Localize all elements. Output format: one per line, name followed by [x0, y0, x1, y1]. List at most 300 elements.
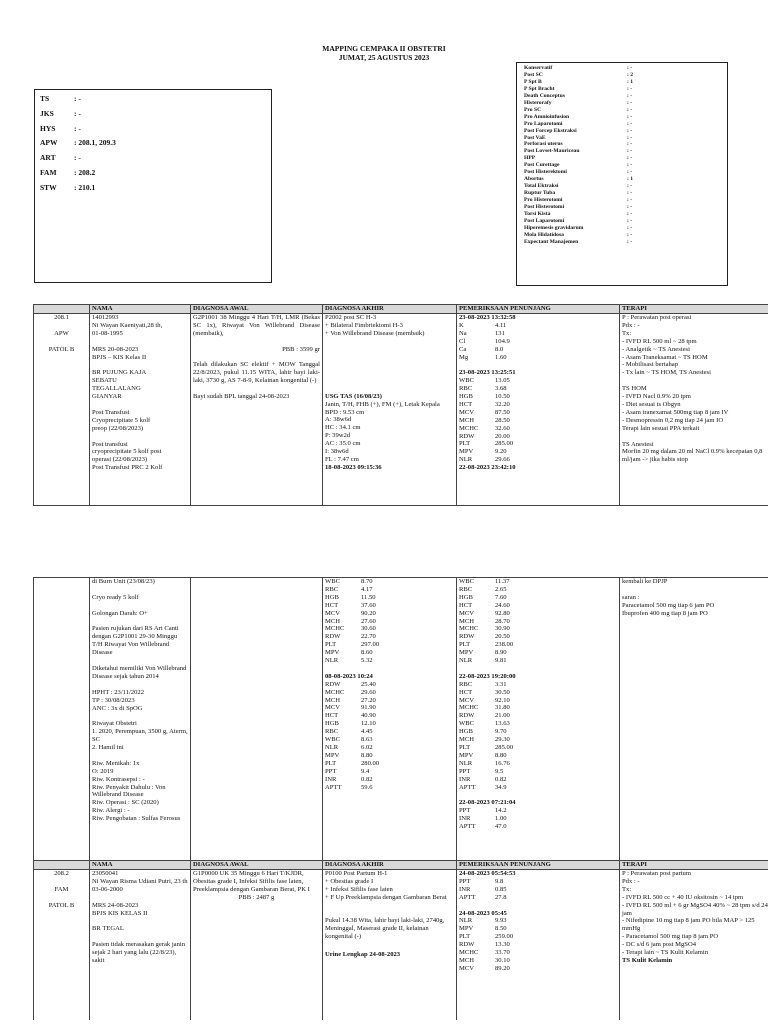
- lab-test-value: 5.32: [361, 657, 373, 665]
- lab-test-name: HCT: [325, 601, 339, 609]
- lab-test-name: INR: [459, 815, 471, 823]
- case-stat-key: Death Conceptus: [524, 92, 565, 99]
- lab-test-name: RDW: [459, 712, 475, 720]
- lab-test-name: WBC: [325, 736, 341, 744]
- lab-test-name: Ca: [459, 345, 467, 353]
- lab-row: [325, 720, 454, 728]
- lab-row: [325, 625, 454, 633]
- ward-code: FAM: [54, 885, 69, 893]
- case-stat-row: [524, 155, 727, 162]
- ward-code-key: STW: [40, 182, 57, 192]
- lab-test-value: 8.0: [495, 345, 504, 353]
- ward-code-key: ART: [40, 153, 56, 163]
- case-stat-value: : 1: [627, 78, 634, 85]
- lab-test-name: RDW: [325, 680, 341, 688]
- lab-list: [325, 681, 454, 792]
- lab-test-name: K: [459, 321, 464, 329]
- case-stat-key: Expectant Manajemen: [524, 238, 579, 245]
- lab-test-name: MCV: [459, 408, 475, 416]
- lab-test-value: 27.60: [361, 617, 376, 625]
- lab-test-value: 13.05: [495, 377, 510, 385]
- lab-test-value: 280.00: [361, 759, 380, 767]
- case-stat-value: : -: [627, 120, 633, 127]
- lab-test-value: 90.20: [361, 609, 376, 617]
- lab-row: [459, 346, 617, 354]
- lab-row: [459, 965, 617, 973]
- lab-test-name: INR: [459, 775, 471, 783]
- case-stat-value: : -: [627, 155, 633, 162]
- lab-test-value: 3.31: [495, 680, 507, 688]
- lab-test-value: 0.82: [361, 775, 373, 783]
- lab-row: [459, 949, 617, 957]
- lab-row: [459, 354, 617, 362]
- lab-test-name: RBC: [459, 680, 473, 688]
- bed-number: 208.1: [54, 314, 69, 321]
- lab-list: [459, 377, 617, 464]
- lab-test-name: NLR: [325, 657, 339, 665]
- case-stat-value: : -: [627, 99, 633, 106]
- lab-date: 23-08-2023 13:32:58: [459, 314, 516, 321]
- procedure-note: Telah dilakukan SC elektif + MOW Tanggal 22/8/2023, pukul 11.15 WITA, lahir bayi laki-laki, 3730 g, AS 7-8-9, Kelainan kongenital (-) Bayi sudah BPL tanggal 24-08-2023: [193, 361, 320, 401]
- patient-identity: 23050041 Ni Wayan Risma Udiani Putri, 23 th 03-06-2000 MRS 24-08-2023 BPJS KIS KELAS II BR TEGAL Pasien tidak merasakan gerak janin sejak 2 hari yang lalu (22/8/23), sakit: [92, 870, 188, 964]
- case-stat-key: Post SC: [524, 71, 543, 78]
- case-stat-key: Post Histerektomi: [524, 169, 567, 176]
- ward-code-value: : -: [74, 153, 81, 163]
- lab-test-name: MCH: [325, 696, 341, 704]
- lab-row: [459, 917, 617, 925]
- lab-test-name: HGB: [459, 393, 473, 401]
- lab-test-name: PPT: [459, 767, 471, 775]
- case-stat-row: [524, 197, 727, 204]
- lab-test-name: MCH: [459, 416, 475, 424]
- patient-history: di Burn Unit (23/08/23) Cryo ready 5 kolf Golongan Darah: O+ Pasien rujukan dari RS Ari Canti dengan G2P1001 29-30 Minggu T/H Riwayat Von Willebrand Disease Diketahui memiliki Von Willebrand Disease sejak tahun 2014 HPHT : 23/11/2022 TP : 30/08/2023 ANC : 3x di SpOG Riwayat Obstetri 1. 2020, Perempuan, 3500 g, Aterm, SC 2. Hamil ini Riw. Menikah: 1x O: 2019 Riw. Kontrasepsi : - Riw. Penyakit Dahulu : Von Willebrand Disease Riw. Operasi : SC (2020) Riw. Alergi : - Riw. Pengobatan : Sulfas Ferosus: [92, 578, 188, 823]
- case-stat-key: Hiperemesis gravidarum: [524, 224, 584, 231]
- lab-test-value: 30.60: [361, 625, 376, 633]
- lab-test-value: 13.30: [495, 941, 510, 949]
- lab-test-value: 29.66: [495, 456, 510, 464]
- table-row: [34, 578, 768, 861]
- lab-row: [459, 610, 617, 618]
- lab-test-value: 0.82: [495, 775, 507, 783]
- ward-code-value: : 208.2: [74, 167, 96, 177]
- lab-test-value: 1.00: [495, 815, 507, 823]
- lab-row: [459, 448, 617, 456]
- lab-test-value: 4.11: [495, 321, 507, 329]
- ward-code-key: APW: [40, 138, 58, 148]
- lab-row: [459, 776, 617, 784]
- header-diagnosa-awal: DIAGNOSA AWAL: [191, 861, 323, 870]
- case-stat-value: : -: [627, 183, 633, 190]
- lab-test-name: NLR: [459, 759, 473, 767]
- lab-date: 23-08-2023 13:25:51: [459, 369, 516, 377]
- lab-test-name: MCV: [459, 609, 475, 617]
- lab-list: [459, 917, 617, 972]
- lab-list: [459, 578, 617, 665]
- lab-test-name: WBC: [459, 578, 475, 585]
- lab-row: [459, 641, 617, 649]
- header-diagnosa-akhir: DIAGNOSA AKHIR: [323, 305, 457, 314]
- case-stat-row: [524, 169, 727, 176]
- lab-row: [325, 728, 454, 736]
- lab-test-value: 25.40: [361, 680, 376, 688]
- header-nama: NAMA: [90, 861, 191, 870]
- lab-row: [325, 776, 454, 784]
- case-stat-row: [524, 211, 727, 218]
- case-stat-row: [524, 183, 727, 190]
- lab-test-value: 8.80: [495, 751, 507, 759]
- initial-diagnosis: G1P0000 UK 35 Minggu 6 Hari T/KJDR, Obesitas grade I, Infeksi Sifilis fase laten, Preeklampsia dengan Gambaran Berat, PK I: [193, 870, 310, 893]
- case-stat-value: : -: [627, 148, 633, 155]
- case-stat-row: [524, 100, 727, 107]
- lab-test-value: 33.70: [495, 949, 510, 957]
- header-nama: NAMA: [90, 305, 191, 314]
- case-stat-key: Ruptur Tuba: [524, 190, 556, 197]
- case-stat-row: [524, 162, 727, 169]
- lab-test-value: 20.00: [495, 432, 510, 440]
- lab-test-value: 12.10: [361, 720, 376, 728]
- case-stat-value: : -: [627, 204, 633, 211]
- lab-test-name: MCHC: [459, 949, 479, 957]
- case-stat-value: : -: [627, 106, 633, 113]
- ward-code-row: [40, 181, 271, 196]
- lab-test-value: 11.50: [361, 593, 376, 601]
- lab-row: [459, 728, 617, 736]
- bed-number: 208.2: [54, 870, 69, 877]
- lab-test-value: 4.17: [361, 585, 373, 593]
- lab-row: [459, 649, 617, 657]
- ward-code-row: [40, 166, 271, 181]
- case-stats-list: [517, 63, 727, 246]
- lab-row: [459, 784, 617, 792]
- ward-code-key: FAM: [40, 167, 57, 177]
- lab-row: [459, 697, 617, 705]
- case-stat-row: [524, 232, 727, 239]
- lab-row: [459, 815, 617, 823]
- lab-row: [325, 697, 454, 705]
- lab-test-name: INR: [325, 775, 337, 783]
- lab-test-name: HGB: [325, 593, 339, 601]
- lab-test-value: 22.70: [361, 633, 376, 641]
- lab-test-name: MCHC: [459, 424, 479, 432]
- table-row: [34, 314, 768, 506]
- ward-code-row: [40, 92, 271, 107]
- lab-test-name: PPT: [325, 767, 337, 775]
- case-stat-value: : -: [627, 190, 633, 197]
- lab-test-value: 34.9: [495, 783, 507, 791]
- exam-date: 18-08-2023 09:15:36: [325, 463, 382, 471]
- lab-row: [459, 602, 617, 610]
- lab-row: [459, 401, 617, 409]
- lab-test-value: 29.30: [495, 736, 510, 744]
- lab-test-value: 28.50: [495, 416, 510, 424]
- lab-row: [325, 641, 454, 649]
- lab-test-name: HGB: [325, 720, 339, 728]
- lab-row: [459, 752, 617, 760]
- terapi-cell: [620, 578, 768, 861]
- lab-test-name: MPV: [459, 448, 474, 456]
- header-diagnosa-akhir: DIAGNOSA AKHIR: [323, 861, 457, 870]
- lab-row: [325, 736, 454, 744]
- lab-row: [459, 625, 617, 633]
- lab-test-name: APTT: [325, 783, 342, 791]
- case-stat-row: [524, 239, 727, 246]
- case-stat-value: : -: [627, 127, 633, 134]
- lab-test-name: RDW: [459, 432, 475, 440]
- case-stat-key: HPP: [524, 155, 536, 162]
- final-diagnosis: P0100 Post Partum H-1 + Obesitas grade I + Infeksi Sifilis fase laten + F Up Preeklampsia dengan Gambaran Berat Pukul 14.38 Wita, lahir bayi laki-laki, 2740g, Meninggal, Maserasi grade II, kelainan kongenital (-): [325, 870, 447, 941]
- ward-codes-list: [35, 90, 271, 196]
- lab-row: [459, 456, 617, 464]
- ward-code-key: HYS: [40, 123, 56, 133]
- header-terapi: TERAPI: [620, 861, 768, 870]
- lab-test-value: 285.00: [495, 744, 514, 752]
- lab-test-value: 9.81: [495, 657, 507, 665]
- usg-result: Janin, T/H, FHB (+), FM (+), Letak Kepala BPD : 9.53 cm A: 38w6d HC : 34.1 cm P: 39w2d AC : 35.0 cm I: 38w6d FL : 7.47 cm: [325, 400, 440, 463]
- lab-test-value: 8.90: [495, 649, 507, 657]
- lab-test-value: 9.70: [495, 728, 507, 736]
- case-stat-value: : -: [627, 85, 633, 92]
- header-terapi: TERAPI: [620, 305, 768, 314]
- case-stat-key: Post Histerotomi: [524, 204, 565, 211]
- case-stat-key: Post Laparotomi: [524, 217, 565, 224]
- table-header: [34, 861, 768, 870]
- case-stat-value: : -: [627, 113, 633, 120]
- lab-row: [325, 744, 454, 752]
- ward-code-row: [40, 122, 271, 137]
- lab-row: [459, 744, 617, 752]
- ward-code-row: [40, 107, 271, 122]
- lab-test-value: 47.0: [495, 823, 507, 831]
- diagnosa-awal-cell: [191, 314, 323, 506]
- lab-row: [459, 433, 617, 441]
- case-stat-row: [524, 79, 727, 86]
- lab-row: [459, 768, 617, 776]
- case-stat-row: [524, 114, 727, 121]
- lab-test-value: 297.00: [361, 641, 380, 649]
- ward-code-value: : 210.1: [74, 182, 96, 192]
- lab-test-name: PPT: [459, 807, 471, 815]
- lab-test-name: APTT: [459, 783, 476, 791]
- lab-test-value: 13.63: [495, 720, 510, 728]
- lab-row: [459, 941, 617, 949]
- lab-row: [459, 618, 617, 626]
- lab-test-value: 30.90: [495, 625, 510, 633]
- lab-test-value: 11.37: [495, 578, 510, 585]
- lab-test-name: NLR: [459, 456, 473, 464]
- lab-test-value: 29.60: [361, 688, 376, 696]
- case-stat-key: Konservatif: [524, 65, 553, 71]
- lab-test-name: PPT: [459, 877, 471, 885]
- lab-test-value: 27.8: [495, 893, 507, 901]
- case-stat-row: [524, 93, 727, 100]
- lab-test-name: PLT: [459, 440, 471, 448]
- lab-test-name: RBC: [325, 728, 339, 736]
- patient-table-1: [33, 304, 768, 506]
- lab-test-name: NLR: [325, 744, 339, 752]
- lab-list: [459, 322, 617, 362]
- lab-test-name: Mg: [459, 353, 469, 361]
- lab-row: [459, 393, 617, 401]
- lab-row: [459, 878, 617, 886]
- lab-test-value: 92.10: [495, 696, 510, 704]
- lab-date: 22-08-2023 19:20:00: [459, 672, 516, 680]
- lab-test-value: 16.76: [495, 759, 510, 767]
- lab-row: [459, 704, 617, 712]
- lab-test-name: Na: [459, 329, 467, 337]
- lab-row: [325, 633, 454, 641]
- lab-test-value: 9.8: [495, 877, 504, 885]
- lab-test-value: 28.70: [495, 617, 510, 625]
- lab-test-name: MCHC: [459, 704, 479, 712]
- lab-test-value: 8.50: [495, 925, 507, 933]
- lab-list: [459, 807, 617, 831]
- header-pemeriksaan: PEMERIKSAAN PENUNJANG: [457, 861, 620, 870]
- header-diagnosa-awal: DIAGNOSA AWAL: [191, 305, 323, 314]
- case-stat-row: [524, 218, 727, 225]
- case-stat-row: [524, 86, 727, 93]
- lab-row: [325, 586, 454, 594]
- lab-row: [459, 440, 617, 448]
- lab-test-value: 32.60: [495, 424, 510, 432]
- lab-test-value: 32.20: [495, 400, 510, 408]
- therapy-plan: kembali ke DPJP saran : Paracetamol 500 mg tiap 6 jam PO Ibuprofen 400 mg tiap 8 jam PO: [622, 578, 715, 617]
- case-stat-value: : -: [627, 197, 633, 204]
- case-stat-row: [524, 135, 727, 142]
- initial-diagnosis: G2P1001 38 Minggu 4 Hari T/H, LMR (Bekas SC 1x), Riwayat Von Willebrand Disease (membaik),: [193, 314, 320, 337]
- lab-test-name: MCH: [459, 956, 475, 964]
- pemeriksaan-cell: [457, 578, 620, 861]
- case-stat-row: [524, 107, 727, 114]
- lab-row: [325, 689, 454, 697]
- diagnosa-awal-cell: [191, 870, 323, 1020]
- lab-test-name: RBC: [459, 585, 473, 593]
- nama-cell: [90, 870, 191, 1020]
- case-stat-row: [524, 121, 727, 128]
- lab-test-value: 21.00: [495, 712, 510, 720]
- lab-test-value: 14.2: [495, 807, 507, 815]
- case-stat-key: Pro Histerotomi: [524, 197, 563, 204]
- lab-row: [459, 417, 617, 425]
- nama-cell: [90, 578, 191, 861]
- lab-test-name: MCHC: [459, 625, 479, 633]
- case-stat-value: : -: [627, 162, 633, 169]
- lab-test-name: WBC: [459, 720, 475, 728]
- lab-test-name: MCV: [325, 609, 341, 617]
- lab-test-name: HGB: [459, 593, 473, 601]
- case-stat-row: [524, 72, 727, 79]
- case-stat-key: Perforasi uterus: [524, 141, 563, 148]
- lab-test-name: WBC: [459, 377, 475, 385]
- bed-cell: [34, 870, 90, 1020]
- lab-test-name: HCT: [459, 688, 473, 696]
- lab-test-value: 8.80: [361, 751, 373, 759]
- lab-row: [459, 760, 617, 768]
- page-title: MAPPING CEMPAKA II OBSTETRI: [322, 44, 446, 53]
- lab-list: [459, 681, 617, 792]
- lab-test-value: 91.90: [361, 704, 376, 712]
- lab-test-value: 8.70: [361, 578, 373, 585]
- lab-row: [325, 594, 454, 602]
- lab-row: [459, 594, 617, 602]
- lab-test-name: APTT: [459, 893, 476, 901]
- lab-test-value: 40.90: [361, 712, 376, 720]
- case-stat-value: : 2: [627, 71, 634, 78]
- lab-row: [459, 681, 617, 689]
- lab-row: [459, 657, 617, 665]
- lab-row: [325, 768, 454, 776]
- lab-test-value: 1.60: [495, 353, 507, 361]
- ward-codes-box: [34, 89, 272, 283]
- lab-test-value: 3.68: [495, 385, 507, 393]
- case-stat-value: : -: [627, 211, 633, 218]
- diagnosa-akhir-cell: [323, 870, 457, 1020]
- lab-row: [325, 681, 454, 689]
- ward-code-value: : -: [74, 108, 81, 118]
- lab-test-value: 87.50: [495, 408, 510, 416]
- ward-code-value: : 208.1, 209.3: [74, 138, 116, 148]
- lab-row: [459, 377, 617, 385]
- lab-row: [459, 886, 617, 894]
- case-stat-key: Histerorafy: [524, 99, 552, 106]
- lab-row: [459, 933, 617, 941]
- case-stat-key: Post VaE: [524, 134, 546, 141]
- case-stat-key: Torsi Kista: [524, 211, 551, 218]
- lab-test-name: PLT: [459, 641, 471, 649]
- ward-code-value: : -: [74, 94, 81, 103]
- case-stat-row: [524, 225, 727, 232]
- lab-test-name: APTT: [459, 823, 476, 831]
- lab-test-name: MPV: [325, 751, 340, 759]
- lab-test-value: 9.5: [495, 767, 504, 775]
- lab-row: [459, 322, 617, 330]
- lab-row: [459, 385, 617, 393]
- case-stat-value: : -: [627, 141, 633, 148]
- lab-test-name: NLR: [459, 657, 473, 665]
- lab-test-value: 30.10: [495, 956, 510, 964]
- case-stat-value: : -: [627, 134, 633, 141]
- lab-test-name: MCHC: [325, 688, 345, 696]
- lab-row: [325, 649, 454, 657]
- ward-code-row: [40, 136, 271, 151]
- lab-test-name: MCV: [325, 704, 341, 712]
- lab-list: [459, 878, 617, 902]
- ward-code-value: : -: [74, 123, 81, 133]
- lab-test-value: 7.60: [495, 593, 507, 601]
- patient-table-2: [33, 577, 768, 1020]
- lab-test-value: 6.02: [361, 744, 373, 752]
- lab-test-name: NLR: [459, 917, 473, 925]
- lab-row: [459, 807, 617, 815]
- lab-test-name: HCT: [325, 712, 339, 720]
- lab-test-value: 30.50: [495, 688, 510, 696]
- lab-test-name: MCV: [459, 696, 475, 704]
- ward-code: APW: [54, 329, 69, 337]
- lab-test-name: RDW: [325, 633, 341, 641]
- case-stat-value: : -: [627, 224, 633, 231]
- lab-test-value: 24.60: [495, 601, 510, 609]
- nama-cell: [90, 314, 191, 506]
- lab-row: [325, 784, 454, 792]
- case-stat-key: P Spt Bracht: [524, 85, 555, 92]
- lab-test-value: 2.65: [495, 585, 507, 593]
- lab-row: [459, 409, 617, 417]
- final-diagnosis: P2002 post SC H-3 + Bilateral Fimbriektomi H-3 + Von Willebrand Disease (membaik): [325, 314, 425, 337]
- lab-row: [459, 330, 617, 338]
- bed-cell: [34, 314, 90, 506]
- case-stat-key: Post Lovset-Mauriceau: [524, 148, 580, 155]
- lab-row: [459, 712, 617, 720]
- lab-test-name: RBC: [325, 585, 339, 593]
